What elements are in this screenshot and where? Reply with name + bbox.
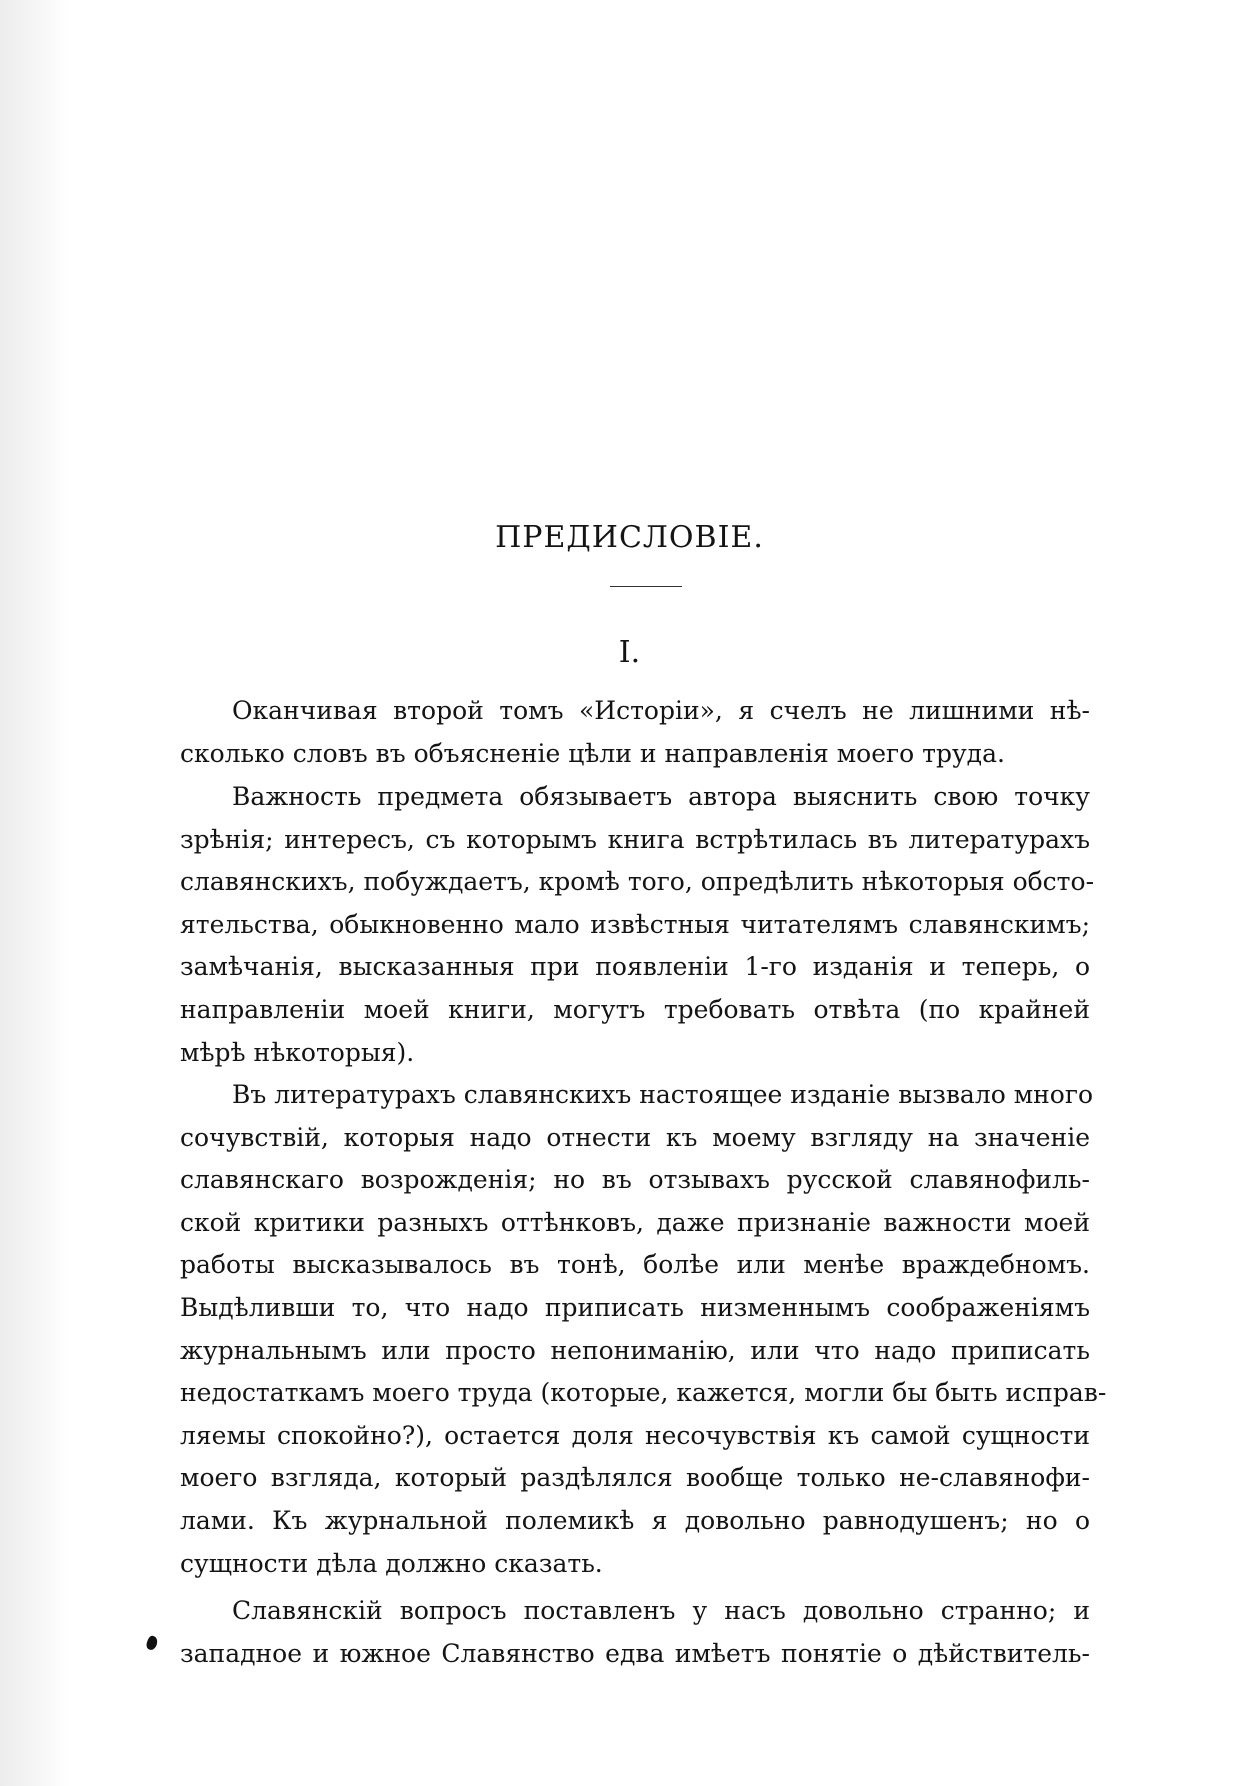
text-line: журнальнымъ или просто непониманію, или что надо приписать <box>180 1335 1090 1365</box>
text-line: направленіи моей книги, могутъ требовать отвѣта (по крайней <box>180 994 1090 1024</box>
text-line: ской критики разныхъ оттѣнковъ, даже признаніе важности моей <box>180 1207 1090 1237</box>
text-line: зрѣнія; интересъ, съ которымъ книга встрѣтилась въ литературахъ <box>180 824 1090 854</box>
page-edge-shadow <box>0 0 70 1786</box>
text-line: славянскихъ, побуждаетъ, кромѣ того, опредѣлить нѣкоторыя обсто- <box>180 867 1095 897</box>
text-line: сколько словъ въ объясненіе цѣли и направленія моего труда. <box>180 738 1005 768</box>
ink-speck <box>145 1635 160 1652</box>
text-line: сочувствій, которыя надо отнести къ моему взгляду на значеніе <box>180 1122 1090 1152</box>
text-line: Въ литературахъ славянскихъ настоящее изданіе вызвало много <box>232 1080 1094 1109</box>
paragraph-2 <box>180 776 1095 1074</box>
text-line: мѣрѣ нѣкоторыя). <box>180 1037 415 1067</box>
page-title: ПРЕДИСЛОВІЕ. <box>495 520 764 555</box>
paragraph-4 <box>180 1590 1090 1675</box>
paragraph-1 <box>180 690 1090 775</box>
text-line: недостаткамъ моего труда (которые, кажется, могли бы быть исправ- <box>180 1378 1107 1408</box>
text-line: западное и южное Славянство едва имѣетъ понятіе о дѣйствитель- <box>180 1638 1090 1668</box>
text-line: сущности дѣла должно сказать. <box>180 1548 603 1578</box>
text-line: ятельства, обыкновенно мало извѣстныя читателямъ славянскимъ; <box>180 909 1090 939</box>
text-line: Важность предмета обязываетъ автора выяснить свою точку <box>232 782 1090 811</box>
text-line: Оканчивая второй томъ «Исторіи», я счелъ не лишними нѣ- <box>232 696 1090 725</box>
text-line: ляемы спокойно?), остается доля несочувствія къ самой сущности <box>180 1420 1090 1450</box>
section-numeral: I. <box>618 635 641 670</box>
text-line: Выдѣливши то, что надо приписать низменнымъ соображеніямъ <box>180 1292 1090 1322</box>
paragraph-3 <box>180 1074 1107 1585</box>
title-divider <box>610 586 682 587</box>
text-line: славянскаго возрожденія; но въ отзывахъ русской славянофиль- <box>180 1165 1090 1195</box>
text-line: замѣчанія, высказанныя при появленіи 1-го изданія и теперь, о <box>180 952 1090 982</box>
text-line: работы высказывалось въ тонѣ, болѣе или менѣе враждебномъ. <box>180 1250 1090 1280</box>
text-line: моего взгляда, который раздѣлялся вообще только не-славянофи- <box>180 1463 1090 1493</box>
text-line: лами. Къ журнальной полемикѣ я довольно равнодушенъ; но о <box>180 1505 1090 1535</box>
text-line: Славянскій вопросъ поставленъ у насъ довольно странно; и <box>232 1596 1090 1625</box>
